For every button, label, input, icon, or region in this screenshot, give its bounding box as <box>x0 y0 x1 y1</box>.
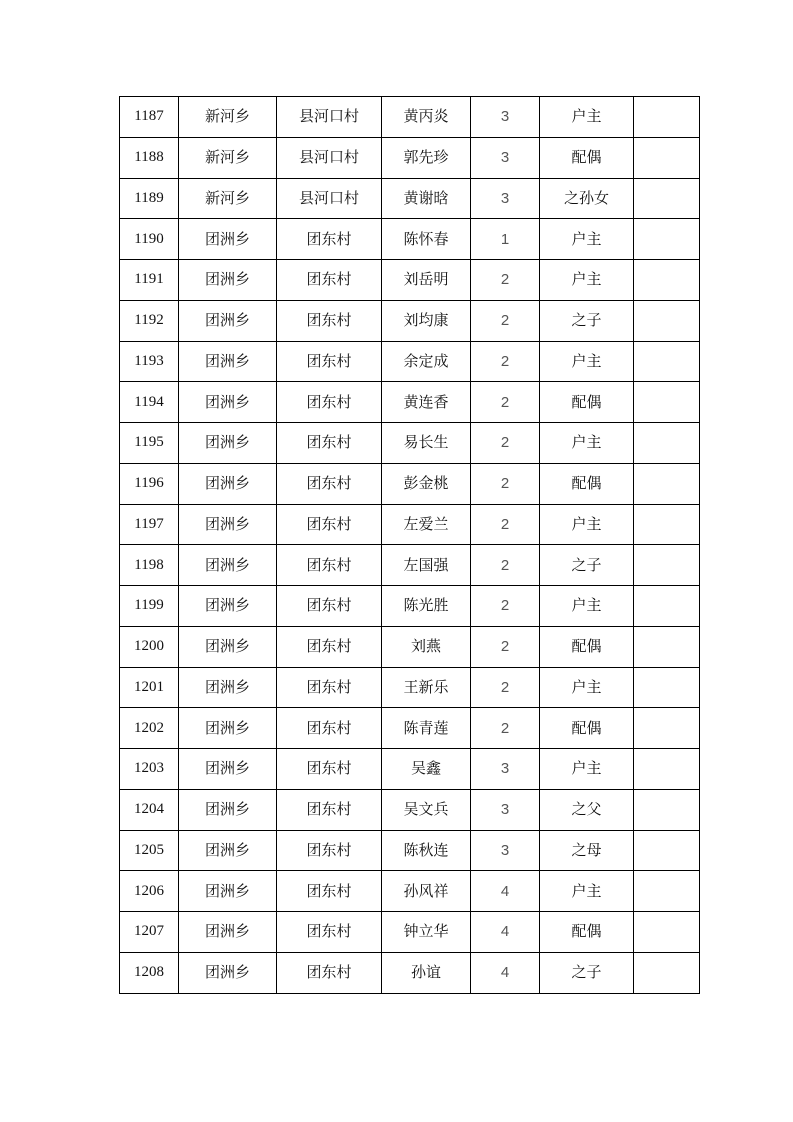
cell-serial-number: 1201 <box>120 667 179 708</box>
cell-note <box>634 952 700 993</box>
cell-note <box>634 667 700 708</box>
cell-serial-number: 1190 <box>120 219 179 260</box>
cell-township: 团洲乡 <box>179 260 277 301</box>
cell-note <box>634 749 700 790</box>
table-row <box>120 97 700 138</box>
cell-relation: 之孙女 <box>540 178 634 219</box>
cell-relation: 配偶 <box>540 382 634 423</box>
cell-household-size: 2 <box>471 708 540 749</box>
cell-village: 团东村 <box>277 749 382 790</box>
cell-serial-number: 1199 <box>120 586 179 627</box>
cell-relation: 户主 <box>540 341 634 382</box>
cell-village: 县河口村 <box>277 137 382 178</box>
table-row <box>120 749 700 790</box>
table-row <box>120 830 700 871</box>
cell-township: 团洲乡 <box>179 871 277 912</box>
cell-serial-number: 1202 <box>120 708 179 749</box>
cell-village: 团东村 <box>277 708 382 749</box>
cell-township: 新河乡 <box>179 137 277 178</box>
cell-township: 团洲乡 <box>179 300 277 341</box>
cell-township: 团洲乡 <box>179 423 277 464</box>
cell-relation: 配偶 <box>540 463 634 504</box>
cell-township: 团洲乡 <box>179 219 277 260</box>
cell-township: 团洲乡 <box>179 952 277 993</box>
table-row <box>120 341 700 382</box>
cell-person-name: 黄谢晗 <box>382 178 471 219</box>
cell-serial-number: 1208 <box>120 952 179 993</box>
cell-village: 团东村 <box>277 423 382 464</box>
cell-note <box>634 463 700 504</box>
cell-serial-number: 1195 <box>120 423 179 464</box>
cell-person-name: 吴文兵 <box>382 789 471 830</box>
cell-note <box>634 626 700 667</box>
cell-township: 团洲乡 <box>179 545 277 586</box>
cell-serial-number: 1198 <box>120 545 179 586</box>
cell-village: 团东村 <box>277 504 382 545</box>
cell-household-size: 4 <box>471 912 540 953</box>
cell-village: 团东村 <box>277 789 382 830</box>
cell-household-size: 2 <box>471 586 540 627</box>
cell-township: 团洲乡 <box>179 382 277 423</box>
cell-relation: 户主 <box>540 667 634 708</box>
cell-village: 团东村 <box>277 260 382 301</box>
cell-relation: 之子 <box>540 545 634 586</box>
cell-household-size: 3 <box>471 830 540 871</box>
table-row <box>120 912 700 953</box>
cell-township: 团洲乡 <box>179 667 277 708</box>
cell-serial-number: 1204 <box>120 789 179 830</box>
cell-household-size: 2 <box>471 260 540 301</box>
cell-township: 团洲乡 <box>179 504 277 545</box>
cell-household-size: 1 <box>471 219 540 260</box>
cell-serial-number: 1196 <box>120 463 179 504</box>
cell-note <box>634 300 700 341</box>
cell-relation: 之子 <box>540 952 634 993</box>
cell-note <box>634 97 700 138</box>
cell-serial-number: 1206 <box>120 871 179 912</box>
cell-person-name: 吴鑫 <box>382 749 471 790</box>
cell-person-name: 彭金桃 <box>382 463 471 504</box>
cell-note <box>634 912 700 953</box>
cell-relation: 之父 <box>540 789 634 830</box>
cell-household-size: 2 <box>471 300 540 341</box>
cell-village: 团东村 <box>277 871 382 912</box>
table-row <box>120 504 700 545</box>
table-row <box>120 952 700 993</box>
cell-household-size: 2 <box>471 463 540 504</box>
cell-township: 团洲乡 <box>179 912 277 953</box>
cell-note <box>634 871 700 912</box>
table-row <box>120 423 700 464</box>
cell-relation: 户主 <box>540 749 634 790</box>
cell-household-size: 4 <box>471 952 540 993</box>
cell-village: 团东村 <box>277 341 382 382</box>
cell-village: 团东村 <box>277 912 382 953</box>
cell-relation: 配偶 <box>540 626 634 667</box>
cell-person-name: 孙风祥 <box>382 871 471 912</box>
cell-household-size: 2 <box>471 545 540 586</box>
cell-note <box>634 708 700 749</box>
table-row <box>120 137 700 178</box>
cell-township: 团洲乡 <box>179 789 277 830</box>
cell-person-name: 余定成 <box>382 341 471 382</box>
cell-note <box>634 341 700 382</box>
table-row <box>120 260 700 301</box>
cell-village: 团东村 <box>277 545 382 586</box>
cell-village: 团东村 <box>277 830 382 871</box>
cell-person-name: 陈青莲 <box>382 708 471 749</box>
cell-note <box>634 830 700 871</box>
cell-township: 新河乡 <box>179 97 277 138</box>
cell-note <box>634 219 700 260</box>
cell-person-name: 王新乐 <box>382 667 471 708</box>
cell-person-name: 刘燕 <box>382 626 471 667</box>
table-row <box>120 178 700 219</box>
cell-township: 团洲乡 <box>179 586 277 627</box>
cell-note <box>634 789 700 830</box>
cell-note <box>634 545 700 586</box>
cell-person-name: 黄连香 <box>382 382 471 423</box>
cell-township: 新河乡 <box>179 178 277 219</box>
cell-village: 团东村 <box>277 667 382 708</box>
cell-township: 团洲乡 <box>179 626 277 667</box>
cell-relation: 户主 <box>540 423 634 464</box>
cell-township: 团洲乡 <box>179 830 277 871</box>
cell-person-name: 黄丙炎 <box>382 97 471 138</box>
cell-serial-number: 1203 <box>120 749 179 790</box>
cell-village: 县河口村 <box>277 178 382 219</box>
cell-note <box>634 504 700 545</box>
cell-serial-number: 1197 <box>120 504 179 545</box>
table-row <box>120 463 700 504</box>
cell-household-size: 3 <box>471 137 540 178</box>
cell-household-size: 2 <box>471 667 540 708</box>
cell-village: 团东村 <box>277 463 382 504</box>
cell-person-name: 钟立华 <box>382 912 471 953</box>
cell-note <box>634 137 700 178</box>
cell-person-name: 陈光胜 <box>382 586 471 627</box>
cell-household-size: 2 <box>471 626 540 667</box>
cell-person-name: 刘均康 <box>382 300 471 341</box>
cell-village: 团东村 <box>277 219 382 260</box>
table-body <box>120 97 700 994</box>
cell-serial-number: 1194 <box>120 382 179 423</box>
cell-village: 团东村 <box>277 626 382 667</box>
cell-serial-number: 1187 <box>120 97 179 138</box>
cell-household-size: 3 <box>471 789 540 830</box>
cell-person-name: 孙谊 <box>382 952 471 993</box>
cell-relation: 户主 <box>540 871 634 912</box>
cell-relation: 户主 <box>540 97 634 138</box>
cell-household-size: 2 <box>471 423 540 464</box>
cell-household-size: 2 <box>471 504 540 545</box>
cell-person-name: 郭先珍 <box>382 137 471 178</box>
table-row <box>120 708 700 749</box>
cell-township: 团洲乡 <box>179 749 277 790</box>
cell-relation: 户主 <box>540 219 634 260</box>
cell-serial-number: 1189 <box>120 178 179 219</box>
cell-household-size: 2 <box>471 382 540 423</box>
cell-relation: 之母 <box>540 830 634 871</box>
cell-relation: 户主 <box>540 586 634 627</box>
cell-note <box>634 423 700 464</box>
table-row <box>120 789 700 830</box>
cell-household-size: 4 <box>471 871 540 912</box>
cell-serial-number: 1192 <box>120 300 179 341</box>
table-row <box>120 545 700 586</box>
cell-village: 团东村 <box>277 382 382 423</box>
cell-serial-number: 1205 <box>120 830 179 871</box>
cell-person-name: 左国强 <box>382 545 471 586</box>
cell-note <box>634 178 700 219</box>
cell-serial-number: 1188 <box>120 137 179 178</box>
cell-relation: 户主 <box>540 260 634 301</box>
cell-township: 团洲乡 <box>179 341 277 382</box>
cell-village: 团东村 <box>277 952 382 993</box>
cell-household-size: 3 <box>471 178 540 219</box>
cell-serial-number: 1191 <box>120 260 179 301</box>
cell-note <box>634 260 700 301</box>
cell-household-size: 3 <box>471 97 540 138</box>
cell-note <box>634 586 700 627</box>
cell-village: 团东村 <box>277 586 382 627</box>
cell-relation: 之子 <box>540 300 634 341</box>
household-roster-table <box>119 96 700 994</box>
cell-relation: 配偶 <box>540 708 634 749</box>
cell-household-size: 2 <box>471 341 540 382</box>
cell-person-name: 陈秋连 <box>382 830 471 871</box>
cell-serial-number: 1200 <box>120 626 179 667</box>
table-row <box>120 382 700 423</box>
cell-person-name: 陈怀春 <box>382 219 471 260</box>
table-row <box>120 586 700 627</box>
table-row <box>120 871 700 912</box>
cell-person-name: 左爱兰 <box>382 504 471 545</box>
cell-person-name: 刘岳明 <box>382 260 471 301</box>
cell-person-name: 易长生 <box>382 423 471 464</box>
table-row <box>120 219 700 260</box>
cell-relation: 配偶 <box>540 137 634 178</box>
cell-township: 团洲乡 <box>179 463 277 504</box>
cell-serial-number: 1193 <box>120 341 179 382</box>
cell-village: 团东村 <box>277 300 382 341</box>
cell-note <box>634 382 700 423</box>
cell-relation: 户主 <box>540 504 634 545</box>
cell-village: 县河口村 <box>277 97 382 138</box>
cell-relation: 配偶 <box>540 912 634 953</box>
cell-household-size: 3 <box>471 749 540 790</box>
table-row <box>120 626 700 667</box>
table-row <box>120 300 700 341</box>
table-row <box>120 667 700 708</box>
cell-township: 团洲乡 <box>179 708 277 749</box>
cell-serial-number: 1207 <box>120 912 179 953</box>
